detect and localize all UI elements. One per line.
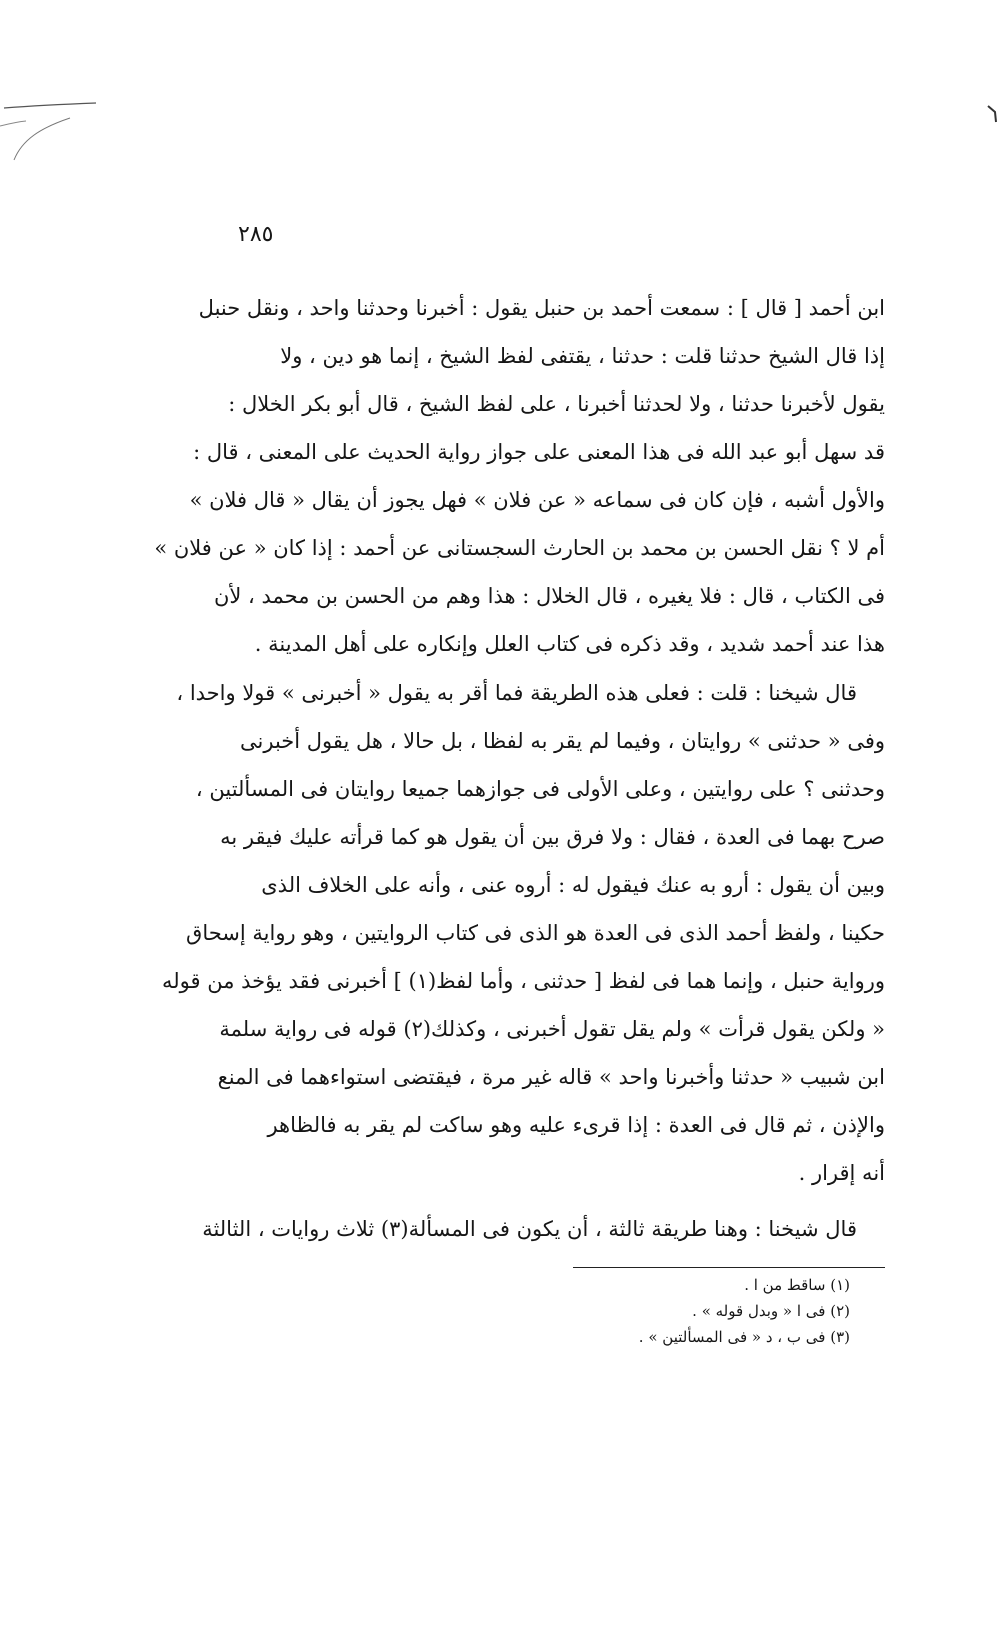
scan-margin-marks [0, 0, 1004, 200]
text-line: ورواية حنبل ، وإنما هما فى لفظ [ حدثنى ، وأما لفظ(١) ] أخبرنى فقد يؤخذ من قوله [162, 969, 885, 993]
pencil-stroke-left-3 [0, 121, 26, 126]
text-line: يقول لأخبرنا حدثنا ، ولا لحدثنا أخبرنا ، على لفظ الشيخ ، قال أبو بكر الخلال : [228, 392, 885, 416]
text-line: والأول أشبه ، فإن كان فى سماعه « عن فلان » فهل يجوز أن يقال « قال فلان » [189, 488, 885, 512]
text-line: فى الكتاب ، قال : فلا يغيره ، قال الخلال : هذا وهم من الحسن بن محمد ، لأن [213, 584, 885, 608]
footnote-divider [573, 1267, 885, 1268]
footnote-1: (١) ساقط من ا . [744, 1276, 850, 1294]
footnotes [520, 1272, 850, 1350]
text-line: ابن شبيب « حدثنا وأخبرنا واحد » قاله غير مرة ، فيقتضى استواءهما فى المنع [217, 1065, 885, 1089]
text-line: قد سهل أبو عبد الله فى هذا المعنى على جواز رواية الحديث على المعنى ، قال : [193, 440, 885, 464]
text-line: « ولكن يقول قرأت » ولم يقل تقول أخبرنى ، وكذلك(٢) قوله فى رواية سلمة [219, 1017, 885, 1041]
paragraph-2 [162, 669, 885, 1197]
text-line: صرح بهما فى العدة ، فقال : ولا فرق بين أن يقول هو كما قرأته عليك فيقر به [220, 825, 885, 849]
text-line: قال شيخنا : قلت : فعلى هذه الطريقة فما أقر به يقول « أخبرنى » قولا واحدا ، [176, 681, 857, 705]
text-line: وبين أن يقول : أرو به عنك فيقول له : أروه عنى ، وأنه على الخلاف الذى [261, 873, 885, 897]
text-line: أنه إقرار . [798, 1161, 885, 1185]
text-line: وفى « حدثنى » روايتان ، وفيما لم يقر به لفظا ، بل حالا ، هل يقول أخبرنى [240, 729, 885, 753]
paragraph-3 [200, 1205, 885, 1253]
pencil-stroke-left [4, 103, 96, 108]
text-line: حكينا ، ولفظ أحمد الذى فى العدة هو الذى فى كتاب الروايتين ، وهو رواية إسحاق [186, 921, 885, 945]
text-line: أم لا ؟ نقل الحسن بن محمد بن الحارث السجستانى عن أحمد : إذا كان « عن فلان » [154, 536, 885, 560]
scan-tick-right [988, 106, 996, 122]
text-line: هذا عند أحمد شديد ، وقد ذكره فى كتاب العلل وإنكاره على أهل المدينة . [254, 632, 885, 656]
text-line: ابن أحمد [ قال ] : سمعت أحمد بن حنبل يقول : أخبرنا وحدثنا واحد ، ونقل حنبل [198, 296, 885, 320]
pencil-stroke-left-2 [14, 118, 70, 160]
text-line: وحدثنى ؟ على روايتين ، وعلى الأولى فى جوازهما جميعا روايتان فى المسألتين ، [195, 777, 885, 801]
text-line: إذا قال الشيخ حدثنا قلت : حدثنا ، يقتفى لفظ الشيخ ، إنما هو دين ، ولا [280, 344, 885, 368]
footnote-2: (٢) فى ا « وبدل قوله » . [692, 1302, 850, 1320]
paragraph-1 [154, 284, 885, 668]
page-number: ٢٨٥ [238, 222, 274, 247]
footnote-3: (٣) فى ب ، د « فى المسألتين » . [638, 1328, 850, 1346]
text-line: قال شيخنا : وهنا طريقة ثالثة ، أن يكون فى المسألة(٣) ثلاث روايات ، الثالثة [202, 1217, 857, 1241]
text-line: والإذن ، ثم قال فى العدة : إذا قرىء عليه وهو ساكت لم يقر به فالظاهر [267, 1113, 885, 1137]
